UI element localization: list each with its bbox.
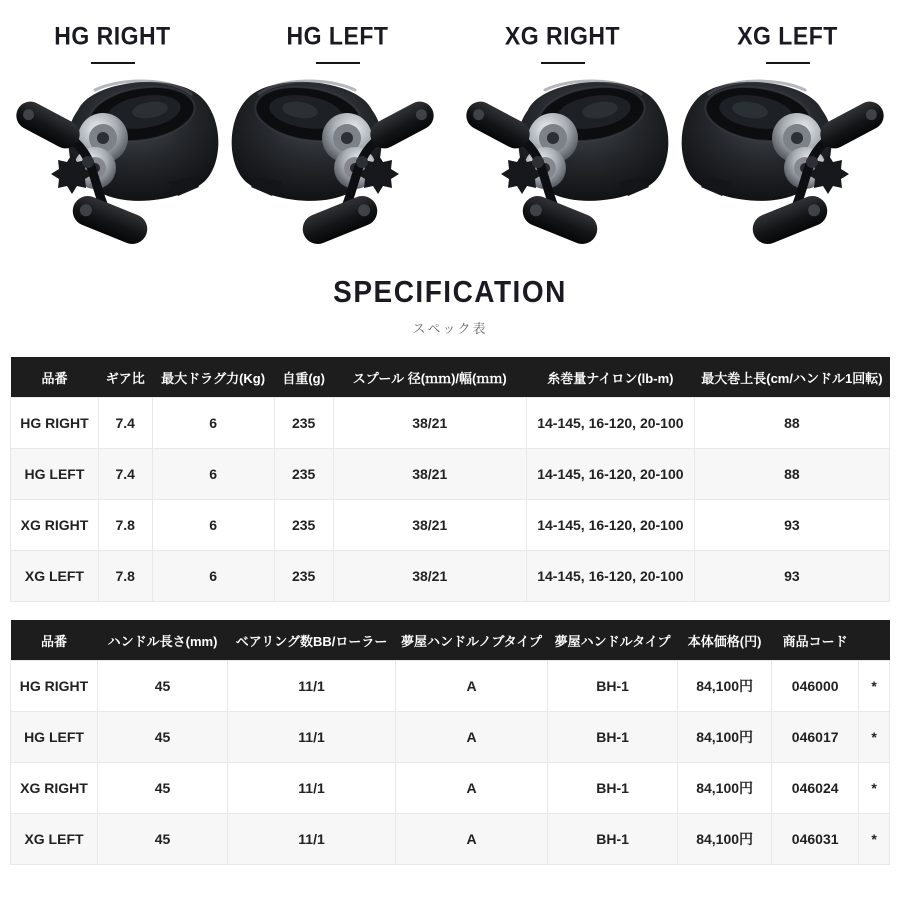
spec-cell: XG RIGHT <box>11 763 98 814</box>
spec-column-header: 夢屋ハンドルノブタイプ <box>395 620 547 661</box>
spec-column-header: ハンドル長さ(mm) <box>98 620 228 661</box>
spec-cell: 235 <box>274 500 333 551</box>
spec-cell: 046031 <box>772 814 859 865</box>
spec-cell: 84,100円 <box>678 661 772 712</box>
spec-cell: 14-145, 16-120, 20-100 <box>526 449 694 500</box>
spec-cell: * <box>859 814 890 865</box>
reel-image-wrap <box>450 70 675 250</box>
variant-underline <box>316 62 360 64</box>
spec-column-header: 夢屋ハンドルタイプ <box>548 620 678 661</box>
spec-cell: 046024 <box>772 763 859 814</box>
spec-column-header: 商品コード <box>772 620 859 661</box>
reel-image-wrap <box>225 70 450 250</box>
spec-cell: A <box>395 814 547 865</box>
spec-cell: A <box>395 712 547 763</box>
spec-cell: 84,100円 <box>678 763 772 814</box>
variant-underline <box>541 62 585 64</box>
spec-cell: A <box>395 661 547 712</box>
variant-card <box>450 21 675 250</box>
spec-cell: 88 <box>694 449 889 500</box>
spec-cell: 7.4 <box>98 398 152 449</box>
spec-cell: 14-145, 16-120, 20-100 <box>526 398 694 449</box>
spec-table-handle-price <box>10 620 890 865</box>
spec-cell: HG RIGHT <box>11 398 99 449</box>
spec-row <box>11 551 890 602</box>
reel-image-wrap <box>675 70 900 250</box>
spec-cell: 84,100円 <box>678 814 772 865</box>
spec-row <box>11 449 890 500</box>
section-title: SPECIFICATION <box>333 274 567 309</box>
spec-cell: BH-1 <box>548 763 678 814</box>
spec-header-row <box>11 620 890 661</box>
spec-cell: 14-145, 16-120, 20-100 <box>526 500 694 551</box>
spec-row <box>11 661 890 712</box>
spec-row <box>11 712 890 763</box>
spec-row <box>11 763 890 814</box>
spec-cell: 88 <box>694 398 889 449</box>
variant-card <box>675 21 900 250</box>
baitcasting-reel-image <box>675 70 900 248</box>
spec-row <box>11 814 890 865</box>
spec-cell: 235 <box>274 449 333 500</box>
spec-cell: 7.8 <box>98 500 152 551</box>
spec-header-row <box>11 357 890 398</box>
spec-cell: 046000 <box>772 661 859 712</box>
spec-cell: 45 <box>98 763 228 814</box>
spec-cell: 235 <box>274 398 333 449</box>
spec-cell: 6 <box>152 449 274 500</box>
variant-label: HG RIGHT <box>54 21 171 50</box>
baitcasting-reel-image <box>0 70 225 248</box>
spec-cell: 45 <box>98 814 228 865</box>
spec-cell: 93 <box>694 500 889 551</box>
spec-column-header <box>859 620 890 661</box>
spec-cell: HG RIGHT <box>11 661 98 712</box>
spec-cell: A <box>395 763 547 814</box>
spec-row <box>11 398 890 449</box>
variant-card <box>0 21 225 250</box>
section-subtitle: スペック表 <box>412 321 488 337</box>
variant-card <box>225 21 450 250</box>
spec-cell: 11/1 <box>228 763 396 814</box>
spec-cell: 38/21 <box>333 449 526 500</box>
spec-cell: BH-1 <box>548 712 678 763</box>
spec-cell: 11/1 <box>228 814 396 865</box>
spec-column-header: 自重(g) <box>274 357 333 398</box>
spec-column-header: ベアリング数BB/ローラー <box>228 620 396 661</box>
spec-cell: 38/21 <box>333 398 526 449</box>
spec-cell: HG LEFT <box>11 712 98 763</box>
spec-cell: 93 <box>694 551 889 602</box>
spec-column-header: 品番 <box>11 620 98 661</box>
variant-label: HG LEFT <box>286 21 389 50</box>
spec-cell: 6 <box>152 551 274 602</box>
spec-cell: 7.4 <box>98 449 152 500</box>
spec-cell: BH-1 <box>548 814 678 865</box>
variant-underline <box>91 62 135 64</box>
spec-cell: 11/1 <box>228 661 396 712</box>
spec-cell: * <box>859 661 890 712</box>
spec-cell: 14-145, 16-120, 20-100 <box>526 551 694 602</box>
spec-column-header: ギア比 <box>98 357 152 398</box>
spec-cell: 046017 <box>772 712 859 763</box>
spec-cell: 38/21 <box>333 551 526 602</box>
spec-cell: 235 <box>274 551 333 602</box>
spec-cell: 84,100円 <box>678 712 772 763</box>
spec-cell: 45 <box>98 712 228 763</box>
spec-cell: 6 <box>152 398 274 449</box>
variant-underline <box>766 62 810 64</box>
spec-cell: XG LEFT <box>11 814 98 865</box>
spec-column-header: 品番 <box>11 357 99 398</box>
spec-column-header: 糸巻量ナイロン(lb-m) <box>526 357 694 398</box>
spec-cell: BH-1 <box>548 661 678 712</box>
spec-column-header: 最大ドラグ力(Kg) <box>152 357 274 398</box>
spec-cell: 11/1 <box>228 712 396 763</box>
spec-column-header: 本体価格(円) <box>678 620 772 661</box>
spec-cell: XG RIGHT <box>11 500 99 551</box>
spec-cell: XG LEFT <box>11 551 99 602</box>
variant-label: XG LEFT <box>737 21 838 50</box>
spec-table-main <box>10 357 890 602</box>
spec-cell: 6 <box>152 500 274 551</box>
spec-cell: 45 <box>98 661 228 712</box>
spec-cell: HG LEFT <box>11 449 99 500</box>
baitcasting-reel-image <box>225 70 450 248</box>
reel-image-wrap <box>0 70 225 250</box>
variant-row <box>0 0 900 250</box>
spec-cell: * <box>859 763 890 814</box>
spec-cell: * <box>859 712 890 763</box>
spec-cell: 38/21 <box>333 500 526 551</box>
spec-column-header: スプール 径(ｍｍ)/幅(ｍｍ) <box>333 357 526 398</box>
spec-column-header: 最大巻上長(cm/ハンドル1回転) <box>694 357 889 398</box>
baitcasting-reel-image <box>450 70 675 248</box>
spec-row <box>11 500 890 551</box>
variant-label: XG RIGHT <box>504 21 621 50</box>
spec-cell: 7.8 <box>98 551 152 602</box>
